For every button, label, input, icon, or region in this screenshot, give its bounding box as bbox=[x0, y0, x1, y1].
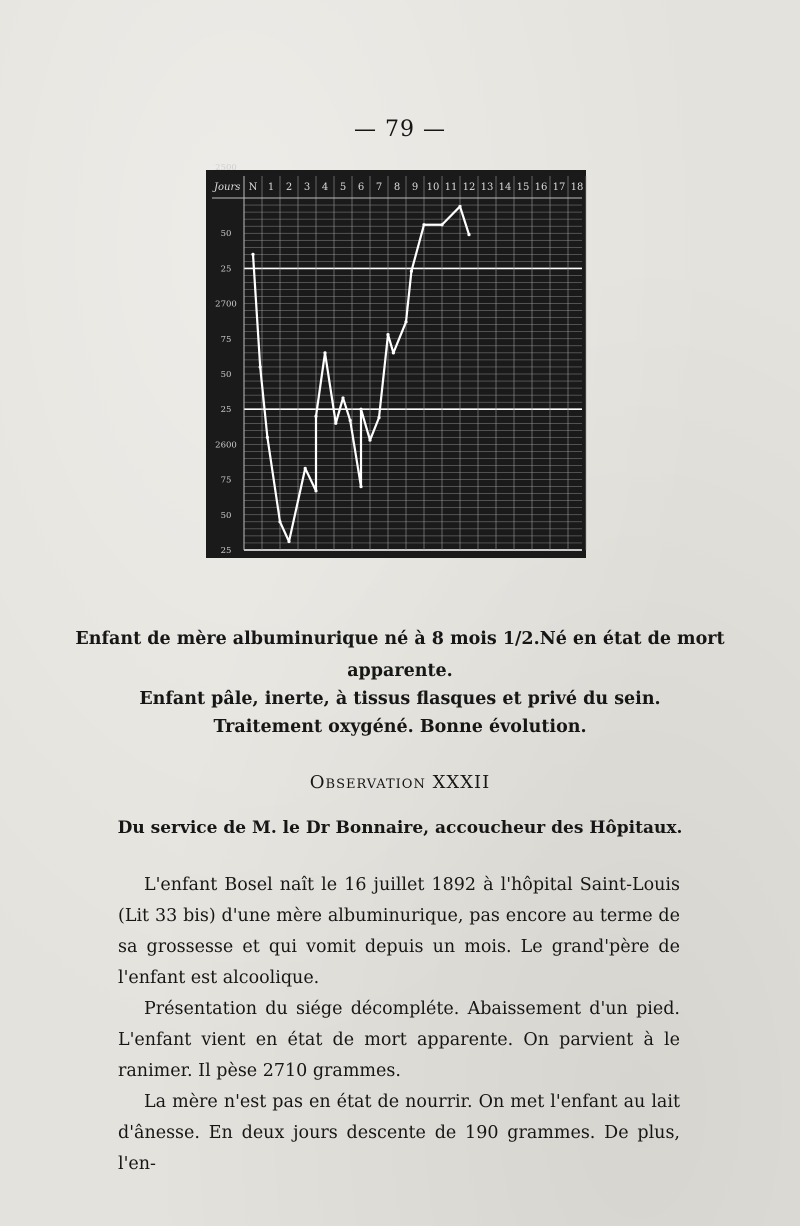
data-point bbox=[422, 223, 425, 226]
y-tick-label: 25 bbox=[220, 264, 232, 275]
y-tick-label: 2500 bbox=[215, 163, 237, 173]
data-point bbox=[404, 320, 407, 323]
day-label: 3 bbox=[303, 182, 311, 193]
day-label: 14 bbox=[498, 182, 512, 193]
day-label: 17 bbox=[552, 182, 566, 193]
y-tick-label: 2600 bbox=[215, 440, 237, 451]
data-point bbox=[314, 415, 317, 418]
y-tick-label: 50 bbox=[220, 370, 232, 380]
data-point bbox=[341, 396, 344, 399]
data-point bbox=[287, 540, 290, 543]
data-point bbox=[349, 419, 352, 422]
day-label: 13 bbox=[480, 182, 494, 193]
data-point bbox=[278, 520, 281, 523]
day-label: 7 bbox=[375, 182, 383, 193]
data-point bbox=[304, 467, 307, 470]
data-point bbox=[458, 205, 461, 208]
header-jours-label: Jours bbox=[214, 182, 241, 193]
day-label: 18 bbox=[570, 182, 584, 193]
day-label: 4 bbox=[321, 182, 329, 193]
day-label: 16 bbox=[534, 182, 548, 193]
service-subtitle: Du service de M. le Dr Bonnaire, accoucheur des Hôpitaux. bbox=[117, 818, 683, 838]
data-point bbox=[359, 485, 362, 488]
data-point bbox=[368, 439, 371, 442]
caption-line-2: apparente. bbox=[347, 661, 453, 681]
observation-heading bbox=[0, 772, 800, 793]
y-tick-label: 2700 bbox=[215, 299, 237, 310]
y-tick-label: 75 bbox=[220, 334, 232, 345]
data-point bbox=[392, 351, 395, 354]
data-point bbox=[386, 333, 389, 336]
data-point bbox=[410, 270, 413, 273]
day-label: 15 bbox=[516, 182, 530, 193]
y-tick-label: 50 bbox=[220, 229, 232, 240]
day-label: 8 bbox=[393, 182, 401, 193]
y-tick-label: 75 bbox=[220, 475, 232, 486]
weight-chart bbox=[206, 163, 586, 558]
data-point bbox=[334, 422, 337, 425]
day-label: 12 bbox=[462, 182, 476, 193]
weight-chart-svg bbox=[206, 163, 586, 558]
day-label: 6 bbox=[357, 182, 365, 193]
y-tick-label: 50 bbox=[220, 510, 232, 521]
day-label: 5 bbox=[339, 182, 347, 193]
data-point bbox=[314, 489, 317, 492]
day-label: 1 bbox=[267, 182, 275, 193]
paragraph-3: La mère n'est pas en état de nourrir. On met l'enfant au lait d'ânesse. En deux jours descente de 190 grammes. De plus, l'en- bbox=[118, 1092, 680, 1174]
data-point bbox=[259, 365, 262, 368]
body-text bbox=[118, 870, 680, 1180]
data-point bbox=[323, 351, 326, 354]
data-point bbox=[377, 416, 380, 419]
day-label: 10 bbox=[426, 182, 440, 193]
page-number: — 79 — bbox=[354, 117, 446, 142]
data-point bbox=[266, 436, 269, 439]
data-point bbox=[440, 223, 443, 226]
paragraph-2: Présentation du siége décompléte. Abaissement d'un pied. L'enfant vient en état de mort apparente. On parvient à le ranimer. Il pèse 2710 grammes. bbox=[118, 999, 680, 1081]
paragraph-1: L'enfant Bosel naît le 16 juillet 1892 à l'hôpital Saint-Louis (Lit 33 bis) d'une mère albuminurique, pas encore au terme de sa grossesse et qui vomit depuis un mois. Le grand'père de l'enfant est alcoolique. bbox=[118, 875, 680, 988]
day-label: 9 bbox=[411, 182, 419, 193]
caption-line-3: Enfant pâle, inerte, à tissus flasques et privé du sein. bbox=[139, 689, 661, 709]
data-point bbox=[359, 408, 362, 411]
day-label: 11 bbox=[444, 182, 458, 193]
data-point bbox=[251, 253, 254, 256]
day-label: N bbox=[248, 182, 258, 193]
caption-line-1: Enfant de mère albuminurique né à 8 mois 1/2.Né en état de mort bbox=[75, 629, 725, 649]
data-point bbox=[467, 233, 470, 236]
y-tick-label: 25 bbox=[220, 405, 232, 416]
caption-line-4: Traitement oxygéné. Bonne évolution. bbox=[213, 717, 587, 737]
observation-number: XXXII bbox=[432, 772, 491, 793]
observation-label: Observation bbox=[309, 772, 426, 793]
y-tick-label: 25 bbox=[220, 546, 232, 556]
day-label: 2 bbox=[285, 182, 293, 193]
